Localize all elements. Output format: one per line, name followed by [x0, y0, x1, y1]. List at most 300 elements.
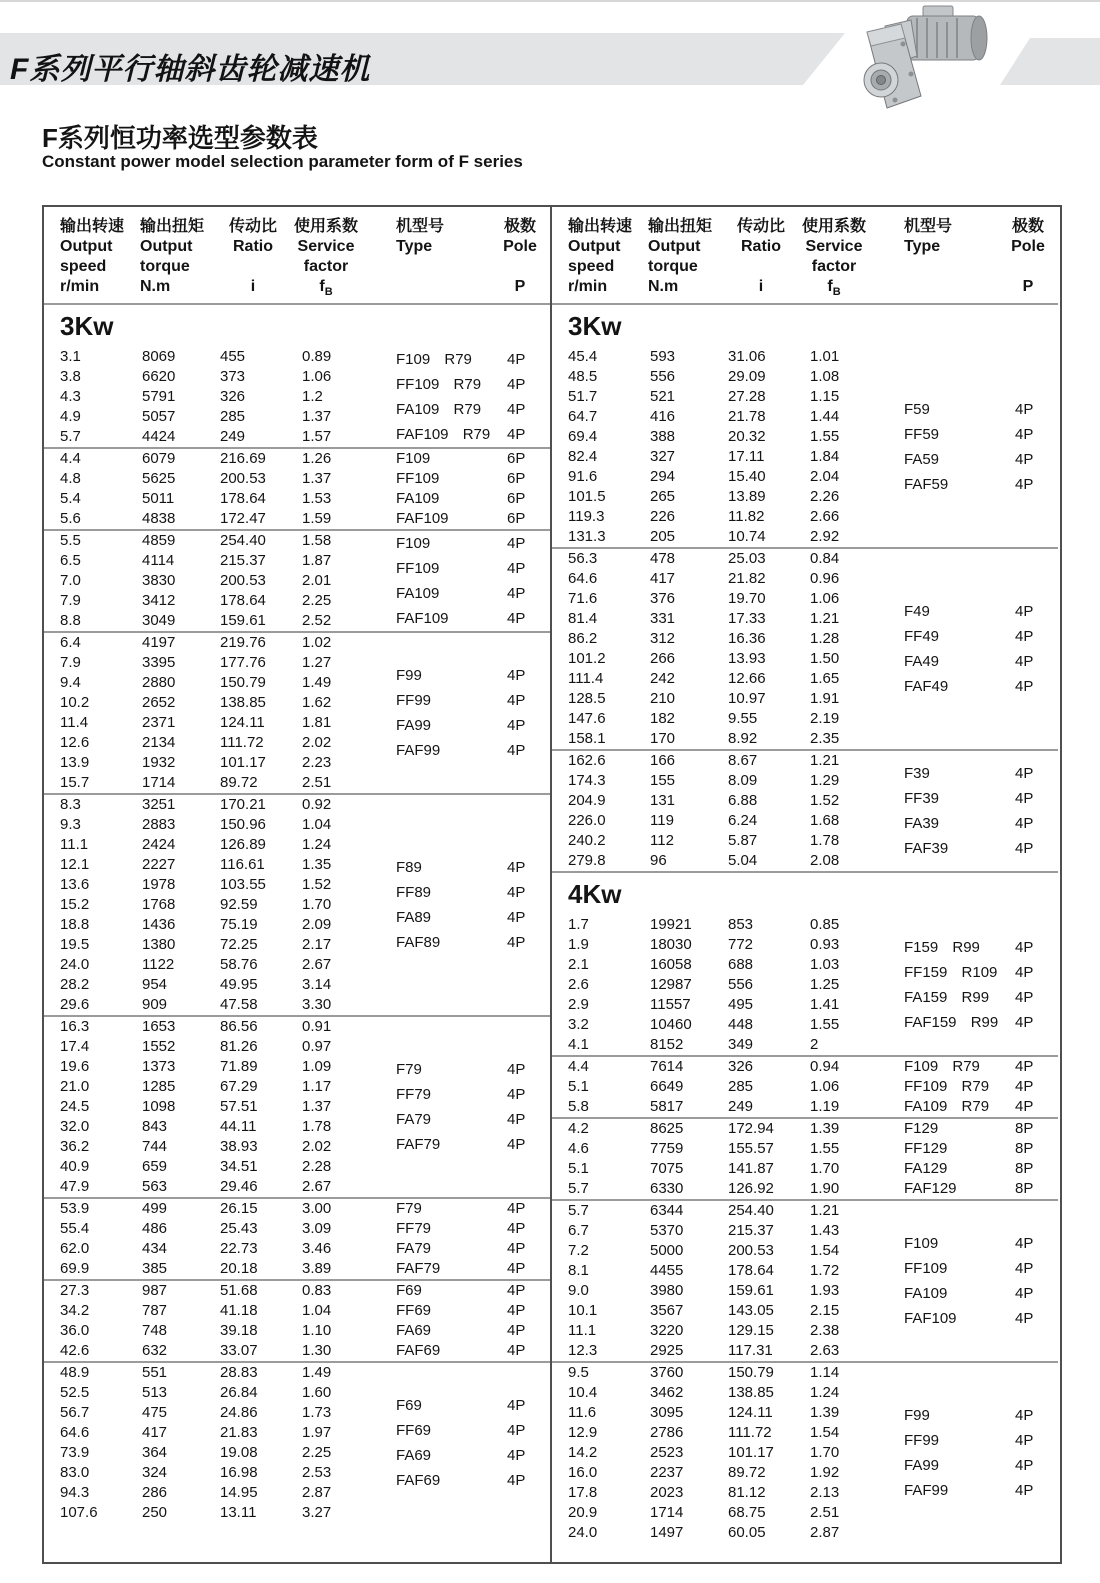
row-group: [552, 347, 1058, 547]
ratio-value: 285: [728, 1078, 754, 1095]
torque-value: 486: [142, 1220, 168, 1237]
ratio-value: 5.04: [728, 852, 758, 869]
pole-value: 4P: [1015, 603, 1034, 620]
ratio-value: 19.70: [728, 590, 766, 607]
ratio-value: 143.05: [728, 1302, 774, 1319]
pole-value: 6P: [507, 450, 526, 467]
torque-value: 417: [142, 1424, 168, 1441]
factor-value: 1.39: [810, 1120, 840, 1137]
speed-value: 15.2: [60, 896, 90, 913]
factor-value: 2.09: [302, 916, 332, 933]
torque-value: 2237: [650, 1464, 684, 1481]
ratio-value: 60.05: [728, 1524, 766, 1541]
type-list: [904, 1057, 1058, 1117]
torque-value: 4197: [142, 634, 176, 651]
torque-value: 1653: [142, 1018, 176, 1035]
factor-value: 1.41: [810, 996, 840, 1013]
table-row: [44, 795, 550, 815]
factor-value: 0.84: [810, 550, 840, 567]
speed-value: 5.7: [568, 1202, 589, 1219]
pole-value: 4P: [1015, 1482, 1034, 1499]
speed-value: 279.8: [568, 852, 606, 869]
factor-value: 1.54: [810, 1242, 840, 1259]
factor-value: 2.25: [302, 1444, 332, 1461]
ratio-value: 25.03: [728, 550, 766, 567]
type-value: F109: [904, 1235, 939, 1252]
torque-value: 8152: [650, 1036, 684, 1053]
torque-value: 286: [142, 1484, 168, 1501]
factor-value: 1.78: [810, 832, 840, 849]
ratio-value: 13.89: [728, 488, 766, 505]
table-row: [552, 729, 1058, 749]
factor-value: 1.04: [302, 816, 332, 833]
torque-value: 166: [650, 752, 676, 769]
type-list: [396, 449, 550, 529]
speed-value: 6.7: [568, 1222, 589, 1239]
speed-value: 28.2: [60, 976, 90, 993]
torque-value: 563: [142, 1178, 168, 1195]
torque-value: 3567: [650, 1302, 684, 1319]
type-list: [396, 1057, 550, 1157]
ratio-value: 285: [220, 408, 246, 425]
factor-value: 1.57: [302, 428, 332, 445]
type-line: [396, 1393, 550, 1418]
torque-value: 2786: [650, 1424, 684, 1441]
row-group: [552, 751, 1058, 871]
torque-value: 265: [650, 488, 676, 505]
torque-value: 12987: [650, 976, 692, 993]
speed-value: 17.4: [60, 1038, 90, 1055]
pole-value: 4P: [1015, 426, 1034, 443]
header-en2: [492, 257, 548, 277]
type-value: FAF159 R99: [904, 1014, 999, 1031]
ratio-value: 556: [728, 976, 754, 993]
torque-value: 632: [142, 1342, 168, 1359]
row-group: [44, 1199, 550, 1279]
pole-value: 4P: [507, 1220, 526, 1237]
factor-value: 1.68: [810, 812, 840, 829]
torque-value: 6079: [142, 450, 176, 467]
type-value: FA109 R79: [396, 401, 482, 418]
speed-value: 40.9: [60, 1158, 90, 1175]
table-row: [552, 1035, 1058, 1055]
type-value: FAF129: [904, 1180, 957, 1197]
torque-value: 2880: [142, 674, 176, 691]
type-line: [396, 855, 550, 880]
table-row: [44, 975, 550, 995]
factor-value: 1.10: [302, 1322, 332, 1339]
factor-value: 1.93: [810, 1282, 840, 1299]
torque-value: 551: [142, 1364, 168, 1381]
type-value: FAF109: [904, 1310, 957, 1327]
speed-value: 13.9: [60, 754, 90, 771]
torque-value: 499: [142, 1200, 168, 1217]
pole-value: 4P: [507, 1086, 526, 1103]
type-value: FF39: [904, 790, 940, 807]
ratio-value: 29.09: [728, 368, 766, 385]
type-value: FA69: [396, 1447, 432, 1464]
factor-value: 1.53: [302, 490, 332, 507]
pole-value: 4P: [1015, 451, 1034, 468]
type-value: F59: [904, 401, 930, 418]
speed-value: 4.6: [568, 1140, 589, 1157]
torque-value: 210: [650, 690, 676, 707]
pole-value: 4P: [507, 1200, 526, 1217]
ratio-value: 5.87: [728, 832, 758, 849]
row-group: [552, 915, 1058, 1055]
torque-value: 1373: [142, 1058, 176, 1075]
pole-value: 8P: [1015, 1140, 1034, 1157]
torque-value: 2925: [650, 1342, 684, 1359]
type-line: [904, 811, 1058, 836]
speed-value: 24.5: [60, 1098, 90, 1115]
header-zh: 输出转速: [568, 218, 633, 235]
torque-value: 843: [142, 1118, 168, 1135]
type-line: [904, 1139, 1058, 1159]
type-line: [904, 447, 1058, 472]
ratio-value: 373: [220, 368, 246, 385]
factor-value: 1.01: [810, 348, 840, 365]
table-row: [44, 1177, 550, 1197]
type-list: [904, 1119, 1058, 1199]
ratio-value: 49.95: [220, 976, 258, 993]
ratio-value: 200.53: [220, 572, 266, 589]
speed-value: 52.5: [60, 1384, 90, 1401]
torque-value: 376: [650, 590, 676, 607]
torque-value: 331: [650, 610, 676, 627]
factor-value: 2.87: [810, 1524, 840, 1541]
type-value: F79: [396, 1200, 422, 1217]
speed-value: 94.3: [60, 1484, 90, 1501]
torque-value: 416: [650, 408, 676, 425]
type-value: FA109: [396, 585, 440, 602]
header-zh: 极数: [503, 218, 536, 235]
speed-value: 10.4: [568, 1384, 598, 1401]
row-group: [44, 1363, 550, 1523]
ratio-value: 215.37: [220, 552, 266, 569]
header-zh: 极数: [1011, 218, 1044, 235]
type-line: [396, 688, 550, 713]
torque-value: 2883: [142, 816, 176, 833]
header-en2: speed: [568, 258, 615, 275]
factor-value: 1.19: [810, 1098, 840, 1115]
pole-value: 8P: [1015, 1180, 1034, 1197]
ratio-value: 150.79: [220, 674, 266, 691]
torque-value: 3760: [650, 1364, 684, 1381]
type-value: FA109: [396, 490, 440, 507]
pole-value: 4P: [1015, 765, 1034, 782]
row-group: [552, 1057, 1058, 1117]
ratio-value: 172.47: [220, 510, 266, 527]
speed-value: 64.7: [568, 408, 598, 425]
ratio-value: 89.72: [728, 1464, 766, 1481]
table-row: [44, 1037, 550, 1057]
torque-value: 475: [142, 1404, 168, 1421]
type-list: [396, 663, 550, 763]
torque-value: 1380: [142, 936, 176, 953]
torque-value: 96: [650, 852, 667, 869]
type-value: FAF109: [396, 610, 449, 627]
torque-value: 18030: [650, 936, 692, 953]
type-line: [396, 1057, 550, 1082]
torque-value: 8625: [650, 1120, 684, 1137]
factor-value: 1.55: [810, 1016, 840, 1033]
speed-value: 1.7: [568, 916, 589, 933]
factor-value: 1.25: [810, 976, 840, 993]
pole-value: 4P: [507, 401, 526, 418]
factor-value: 1.59: [302, 510, 332, 527]
type-line: [396, 1301, 550, 1321]
type-line: [904, 649, 1058, 674]
factor-value: 2.52: [302, 612, 332, 629]
torque-value: 2371: [142, 714, 176, 731]
speed-value: 3.1: [60, 348, 81, 365]
table-row: [552, 549, 1058, 569]
factor-value: 0.89: [302, 348, 332, 365]
table-row: [552, 915, 1058, 935]
ratio-value: 326: [728, 1058, 754, 1075]
column-headers: [44, 207, 550, 305]
ratio-value: 26.84: [220, 1384, 258, 1401]
row-group: [44, 449, 550, 529]
speed-value: 9.3: [60, 816, 81, 833]
factor-value: 2.63: [810, 1342, 840, 1359]
power-section-label: 3Kw: [60, 311, 114, 341]
factor-value: 1.28: [810, 630, 840, 647]
type-line: [396, 1321, 550, 1341]
table-row: [44, 995, 550, 1015]
speed-value: 5.7: [60, 428, 81, 445]
row-group: [44, 531, 550, 631]
factor-value: 3.46: [302, 1240, 332, 1257]
power-section-label: 3Kw: [568, 311, 622, 341]
type-value: FF109 R79: [396, 376, 482, 393]
torque-value: 1122: [142, 956, 175, 973]
speed-value: 107.6: [60, 1504, 98, 1521]
factor-value: 2.35: [810, 730, 840, 747]
torque-value: 1285: [142, 1078, 176, 1095]
torque-value: 226: [650, 508, 676, 525]
type-value: FA69: [396, 1322, 432, 1339]
torque-value: 1098: [142, 1098, 176, 1115]
torque-value: 2652: [142, 694, 176, 711]
table-row: [552, 1503, 1058, 1523]
ratio-value: 249: [728, 1098, 754, 1115]
torque-value: 327: [650, 448, 676, 465]
type-line: [904, 786, 1058, 811]
factor-value: 1.37: [302, 408, 332, 425]
ratio-value: 159.61: [220, 612, 266, 629]
speed-value: 4.4: [568, 1058, 589, 1075]
table-row: [552, 1523, 1058, 1543]
speed-value: 14.2: [568, 1444, 598, 1461]
type-line: [396, 1281, 550, 1301]
type-value: F69: [396, 1397, 422, 1414]
type-list: [904, 599, 1058, 699]
ratio-value: 124.11: [728, 1404, 773, 1421]
speed-value: 82.4: [568, 448, 598, 465]
ratio-value: 47.58: [220, 996, 258, 1013]
torque-value: 170: [650, 730, 676, 747]
ratio-value: 772: [728, 936, 754, 953]
type-value: FF79: [396, 1220, 432, 1237]
torque-value: 324: [142, 1464, 168, 1481]
speed-value: 13.6: [60, 876, 90, 893]
factor-value: 2: [810, 1036, 819, 1053]
factor-value: 1.52: [810, 792, 840, 809]
row-group: [552, 1363, 1058, 1543]
ratio-value: 101.17: [220, 754, 266, 771]
pole-value: 4P: [507, 1061, 526, 1078]
speed-value: 5.4: [60, 490, 81, 507]
ratio-value: 326: [220, 388, 246, 405]
speed-value: 8.1: [568, 1262, 589, 1279]
type-value: FF89: [396, 884, 432, 901]
pole-value: 6P: [507, 470, 526, 487]
speed-value: 240.2: [568, 832, 606, 849]
ratio-value: 11.82: [728, 508, 765, 525]
ratio-value: 21.82: [728, 570, 766, 587]
pole-value: 4P: [507, 1136, 526, 1153]
type-line: [904, 836, 1058, 861]
type-value: FAF99: [396, 742, 441, 759]
type-value: FF69: [396, 1422, 432, 1439]
speed-value: 5.1: [568, 1160, 589, 1177]
header-en: Type: [396, 238, 433, 255]
column-header-torque: [140, 217, 204, 297]
type-value: F69: [396, 1282, 422, 1299]
type-line: [904, 1256, 1058, 1281]
speed-value: 36.0: [60, 1322, 90, 1339]
factor-value: 1.72: [810, 1262, 840, 1279]
factor-value: 1.43: [810, 1222, 840, 1239]
pole-value: 4P: [1015, 653, 1034, 670]
factor-value: 2.67: [302, 1178, 332, 1195]
ratio-value: 178.64: [220, 592, 266, 609]
pole-value: 4P: [507, 610, 526, 627]
speed-value: 53.9: [60, 1200, 90, 1217]
ratio-value: 116.61: [220, 856, 265, 873]
speed-value: 5.5: [60, 532, 81, 549]
factor-value: 1.87: [302, 552, 332, 569]
torque-value: 909: [142, 996, 168, 1013]
type-value: FAF69: [396, 1342, 441, 1359]
factor-value: 1.50: [810, 650, 840, 667]
pole-value: 4P: [1015, 1260, 1034, 1277]
torque-value: 4838: [142, 510, 176, 527]
type-value: FF109: [396, 560, 440, 577]
torque-value: 4859: [142, 532, 176, 549]
type-list: [396, 531, 550, 631]
speed-value: 55.4: [60, 1220, 90, 1237]
header-en: Output: [60, 238, 113, 255]
factor-value: 1.54: [810, 1424, 840, 1441]
ratio-value: 138.85: [220, 694, 266, 711]
torque-value: 417: [650, 570, 676, 587]
factor-value: 1.21: [810, 610, 840, 627]
pole-value: 4P: [507, 692, 526, 709]
table-row: [552, 1383, 1058, 1403]
ratio-value: 16.98: [220, 1464, 258, 1481]
factor-value: 1.2: [302, 388, 323, 405]
torque-value: 182: [650, 710, 676, 727]
factor-value: 1.04: [302, 1302, 332, 1319]
pole-value: 4P: [507, 1342, 526, 1359]
factor-value: 1.14: [810, 1364, 840, 1381]
torque-value: 312: [650, 630, 676, 647]
torque-value: 4455: [650, 1262, 684, 1279]
torque-value: 385: [142, 1260, 168, 1277]
speed-value: 9.0: [568, 1282, 589, 1299]
speed-value: 128.5: [568, 690, 606, 707]
type-line: [904, 985, 1058, 1010]
speed-value: 83.0: [60, 1464, 90, 1481]
torque-value: 4424: [142, 428, 176, 445]
pole-value: 4P: [507, 1282, 526, 1299]
type-line: [904, 1119, 1058, 1139]
ratio-value: 853: [728, 916, 754, 933]
pole-value: 4P: [1015, 840, 1034, 857]
ratio-value: 124.11: [220, 714, 265, 731]
torque-value: 1497: [650, 1524, 684, 1541]
speed-value: 62.0: [60, 1240, 90, 1257]
header-en: Service: [297, 238, 355, 255]
torque-value: 155: [650, 772, 676, 789]
speed-value: 81.4: [568, 610, 598, 627]
header-zh: 输出转速: [60, 218, 125, 235]
ratio-value: 15.40: [728, 468, 766, 485]
type-value: FF99: [904, 1432, 940, 1449]
ratio-value: 455: [220, 348, 246, 365]
ratio-value: 126.89: [220, 836, 266, 853]
ratio-value: 12.66: [728, 670, 766, 687]
type-line: [904, 599, 1058, 624]
ratio-value: 14.95: [220, 1484, 258, 1501]
factor-value: 3.30: [302, 996, 332, 1013]
table-row: [552, 569, 1058, 589]
table-row: [44, 835, 550, 855]
pole-value: 4P: [507, 1111, 526, 1128]
factor-value: 2.19: [810, 710, 840, 727]
ratio-value: 150.96: [220, 816, 266, 833]
pole-value: 4P: [507, 1422, 526, 1439]
factor-value: 1.08: [810, 368, 840, 385]
torque-value: 478: [650, 550, 676, 567]
torque-value: 11557: [650, 996, 691, 1013]
type-value: FAF109 R79: [396, 426, 491, 443]
factor-value: 1.24: [302, 836, 332, 853]
type-value: FAF39: [904, 840, 949, 857]
header-zh: 传动比: [228, 218, 277, 235]
ratio-value: 68.75: [728, 1504, 766, 1521]
ratio-value: 71.89: [220, 1058, 258, 1075]
ratio-value: 177.76: [220, 654, 266, 671]
type-line: [904, 1010, 1058, 1035]
factor-value: 2.51: [810, 1504, 840, 1521]
row-group: [552, 549, 1058, 749]
torque-value: 1978: [142, 876, 176, 893]
type-value: FA59: [904, 451, 940, 468]
ratio-value: 688: [728, 956, 754, 973]
type-line: [904, 397, 1058, 422]
header-en: Output: [568, 238, 621, 255]
torque-value: 556: [650, 368, 676, 385]
factor-value: 1.27: [302, 654, 332, 671]
factor-value: 2.08: [810, 852, 840, 869]
pole-value: 4P: [507, 1472, 526, 1489]
speed-value: 73.9: [60, 1444, 90, 1461]
torque-value: 3980: [650, 1282, 684, 1299]
